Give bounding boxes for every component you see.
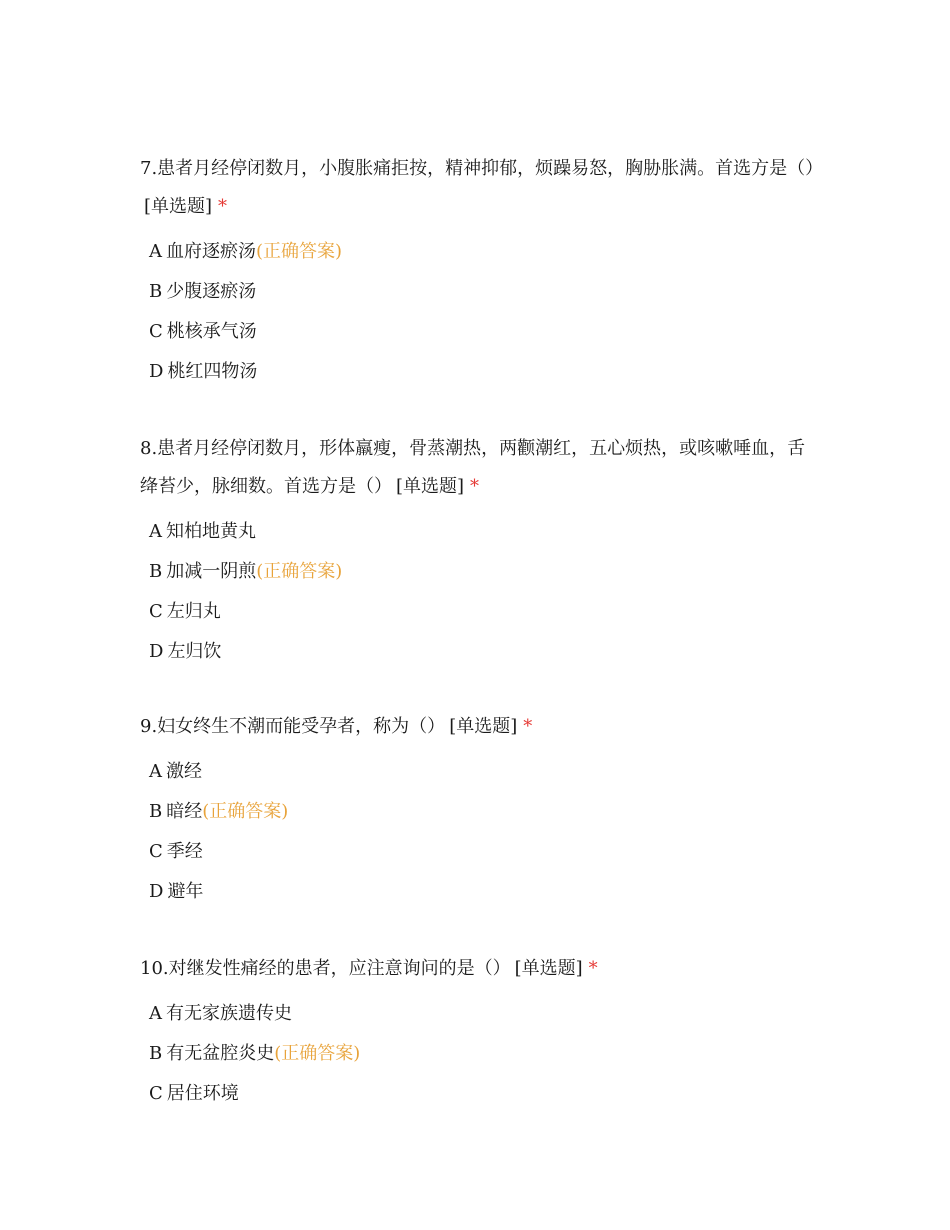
option-text: 知柏地黄丸 bbox=[166, 521, 256, 542]
correct-answer-label: (正确答案) bbox=[274, 1043, 361, 1064]
option-text: 桃核承气汤 bbox=[166, 321, 257, 342]
option-letter: B bbox=[149, 561, 163, 582]
option-b[interactable] bbox=[140, 792, 820, 832]
option-letter: C bbox=[149, 841, 163, 862]
option-a[interactable] bbox=[140, 512, 820, 552]
correct-answer-label: (正确答案) bbox=[256, 241, 343, 262]
option-c[interactable] bbox=[140, 1074, 820, 1114]
question-title bbox=[140, 150, 824, 226]
question-text: 10.对继发性痛经的患者，应注意询问的是（） bbox=[140, 958, 511, 979]
question-8 bbox=[140, 430, 820, 672]
option-b[interactable] bbox=[140, 272, 820, 312]
option-list bbox=[140, 232, 820, 392]
option-text: 血府逐瘀汤 bbox=[166, 241, 256, 262]
option-letter: D bbox=[149, 361, 164, 382]
question-10 bbox=[140, 950, 820, 1114]
option-letter: D bbox=[149, 881, 164, 902]
option-text: 避年 bbox=[167, 881, 204, 902]
correct-answer-label: (正确答案) bbox=[202, 801, 289, 822]
option-text: 加减一阴煎 bbox=[166, 561, 257, 582]
option-a[interactable] bbox=[140, 232, 820, 272]
question-text: 8.患者月经停闭数月，形体羸瘦，骨蒸潮热，两颧潮红，五心烦热，或咳嗽唾血，舌绛苔少，脉细数。首选方是（） bbox=[140, 438, 806, 497]
question-title bbox=[140, 950, 820, 988]
option-text: 有无盆腔炎史 bbox=[166, 1043, 275, 1064]
option-text: 左归丸 bbox=[166, 601, 221, 622]
option-b[interactable] bbox=[140, 552, 820, 592]
option-d[interactable] bbox=[140, 872, 820, 912]
option-text: 左归饮 bbox=[167, 641, 222, 662]
option-d[interactable] bbox=[140, 632, 820, 672]
option-list bbox=[140, 994, 820, 1114]
option-text: 少腹逐瘀汤 bbox=[166, 281, 257, 302]
option-a[interactable] bbox=[140, 752, 820, 792]
option-text: 居住环境 bbox=[166, 1083, 239, 1104]
option-c[interactable] bbox=[140, 832, 820, 872]
option-letter: C bbox=[149, 1083, 163, 1104]
option-b[interactable] bbox=[140, 1034, 820, 1074]
option-letter: A bbox=[149, 1003, 162, 1024]
question-type-label: [单选题] bbox=[144, 196, 213, 217]
question-9 bbox=[140, 708, 820, 912]
option-letter: B bbox=[149, 1043, 163, 1064]
option-letter: B bbox=[149, 281, 163, 302]
question-title bbox=[140, 708, 820, 746]
option-letter: A bbox=[149, 761, 162, 782]
option-letter: A bbox=[149, 521, 162, 542]
option-text: 激经 bbox=[166, 761, 202, 782]
required-mark: * bbox=[470, 476, 480, 497]
option-a[interactable] bbox=[140, 994, 820, 1034]
option-letter: D bbox=[149, 641, 164, 662]
option-c[interactable] bbox=[140, 592, 820, 632]
question-7 bbox=[140, 150, 824, 392]
question-type-label: [单选题] bbox=[396, 476, 465, 497]
correct-answer-label: (正确答案) bbox=[256, 561, 343, 582]
required-mark: * bbox=[218, 196, 228, 217]
question-text: 9.妇女终生不潮而能受孕者，称为（） bbox=[140, 716, 446, 737]
required-mark: * bbox=[523, 716, 533, 737]
required-mark: * bbox=[588, 958, 598, 979]
option-text: 有无家族遗传史 bbox=[166, 1003, 292, 1024]
question-text: 7.患者月经停闭数月，小腹胀痛拒按，精神抑郁，烦躁易怒，胸胁胀满。首选方是（） bbox=[140, 158, 824, 179]
option-d[interactable] bbox=[140, 352, 820, 392]
option-list bbox=[140, 512, 820, 672]
option-letter: A bbox=[149, 241, 162, 262]
question-type-label: [单选题] bbox=[449, 716, 518, 737]
option-text: 暗经 bbox=[166, 801, 203, 822]
question-title bbox=[140, 430, 820, 506]
option-letter: B bbox=[149, 801, 163, 822]
option-list bbox=[140, 752, 820, 912]
option-text: 季经 bbox=[166, 841, 203, 862]
option-letter: C bbox=[149, 321, 163, 342]
option-text: 桃红四物汤 bbox=[167, 361, 258, 382]
option-c[interactable] bbox=[140, 312, 820, 352]
question-type-label: [单选题] bbox=[514, 958, 583, 979]
option-letter: C bbox=[149, 601, 163, 622]
